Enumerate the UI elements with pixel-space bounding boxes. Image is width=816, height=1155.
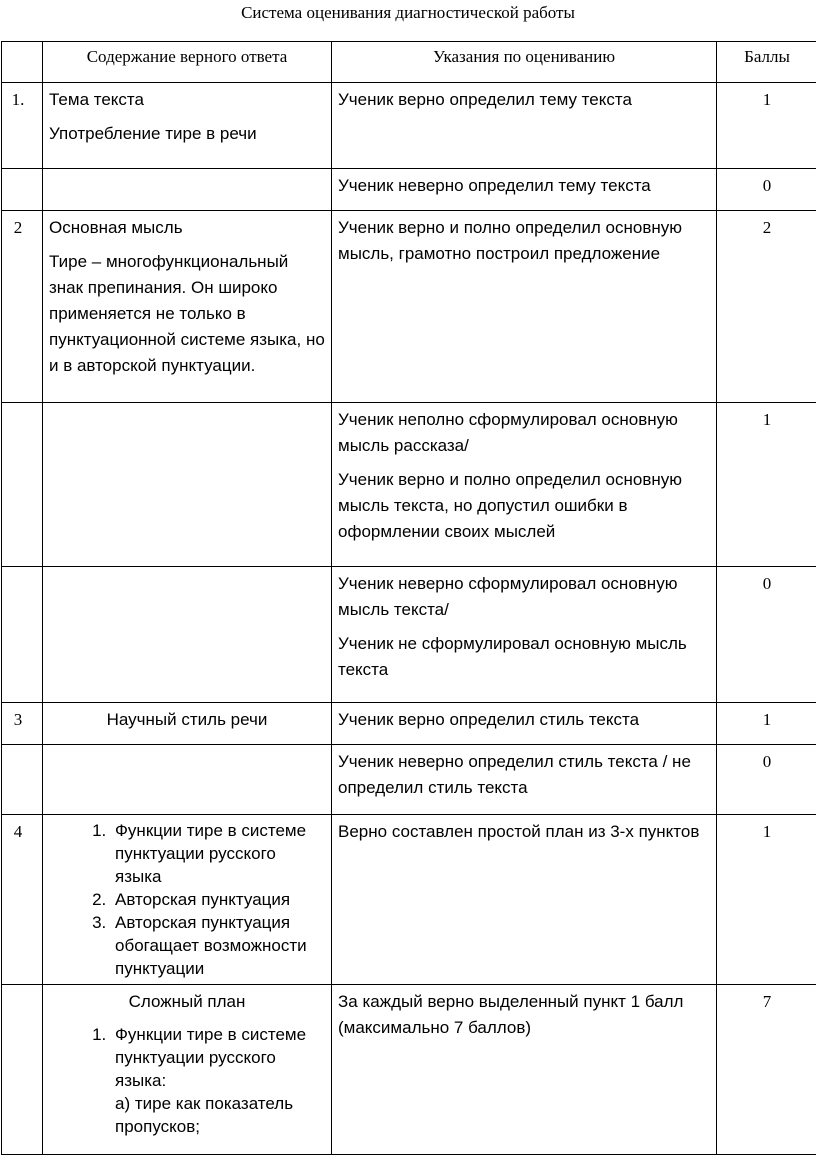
header-score: Баллы [717,42,816,83]
table-row [2,403,816,567]
criteria-line: Ученик не сформулировал основную мысль текста [338,631,710,683]
answer-content [43,403,332,567]
answer-content [43,815,332,985]
table-row [2,815,816,985]
grading-criteria [332,403,717,567]
score: 1 [717,703,816,745]
row-number [2,985,43,1155]
answer-content [43,703,332,745]
grading-criteria [332,169,717,211]
grading-criteria [332,703,717,745]
grading-criteria [332,567,717,703]
criteria-line: Ученик верно и полно определил основную мысль текста, но допустил ошибки в оформлении своих мыслей [338,467,710,545]
simple-plan-list [49,819,325,980]
content-line: Тире – многофункциональный знак препинания. Он широко применяется не только в пунктуационной системе языка, но и в авторской пунктуации. [49,249,325,379]
grading-criteria [332,745,717,815]
table-header-row [2,42,816,83]
criteria-line: За каждый верно выделенный пункт 1 балл (максимально 7 баллов) [338,989,710,1041]
grading-table [1,41,816,1155]
answer-content [43,985,332,1155]
content-line: Сложный план [49,989,325,1015]
score: 1 [717,815,816,985]
answer-content [43,83,332,169]
criteria-line: Ученик неверно определил стиль текста / не определил стиль текста [338,749,710,801]
grading-criteria [332,211,717,403]
score: 2 [717,211,816,403]
table-row [2,703,816,745]
list-subitem-text: а) тире как показатель пропусков; [115,1094,293,1136]
header-number-cell [2,42,43,83]
score: 0 [717,567,816,703]
list-item: 2. Авторская пунктуация [111,888,325,911]
content-line: Тема текста [49,87,325,113]
header-criteria: Указания по оцениванию [332,42,717,83]
row-number [2,567,43,703]
content-line: Употребление тире в речи [49,121,325,147]
grading-criteria [332,83,717,169]
list-item: 3. Авторская пунктуация обогащает возможности пунктуации [111,911,325,980]
page-title: Система оценивания диагностической работы [0,3,816,23]
content-line: Научный стиль речи [49,707,325,733]
table-row [2,745,816,815]
answer-content [43,169,332,211]
list-item [111,1023,325,1138]
criteria-line: Ученик верно и полно определил основную мысль, грамотно построил предложение [338,215,710,267]
row-number [2,745,43,815]
grading-criteria [332,815,717,985]
criteria-line: Ученик неполно сформулировал основную мысль рассказа/ [338,407,710,459]
table-row [2,83,816,169]
complex-plan-list [49,1023,325,1138]
score: 1 [717,83,816,169]
header-content: Содержание верного ответа [43,42,332,83]
answer-content [43,745,332,815]
list-item: 1. Функции тире в системе пунктуации русского языка [111,819,325,888]
row-number: 3 [2,703,43,745]
table-row [2,985,816,1155]
row-number: 1. [2,83,43,169]
row-number: 2 [2,211,43,403]
criteria-line: Ученик неверно определил тему текста [338,173,710,199]
content-line: Основная мысль [49,215,325,241]
list-item-text: Функции тире в системе пунктуации русского языка: [115,1025,306,1090]
score: 1 [717,403,816,567]
table-row [2,567,816,703]
table-row [2,211,816,403]
criteria-line: Ученик верно определил тему текста [338,87,710,113]
answer-content [43,567,332,703]
score: 7 [717,985,816,1155]
criteria-line: Ученик неверно сформулировал основную мысль текста/ [338,571,710,623]
grading-criteria [332,985,717,1155]
row-number: 4 [2,815,43,985]
score: 0 [717,745,816,815]
score: 0 [717,169,816,211]
answer-content [43,211,332,403]
row-number [2,169,43,211]
table-row [2,169,816,211]
criteria-line: Верно составлен простой план из 3-х пунктов [338,819,710,845]
criteria-line: Ученик верно определил стиль текста [338,707,710,733]
row-number [2,403,43,567]
